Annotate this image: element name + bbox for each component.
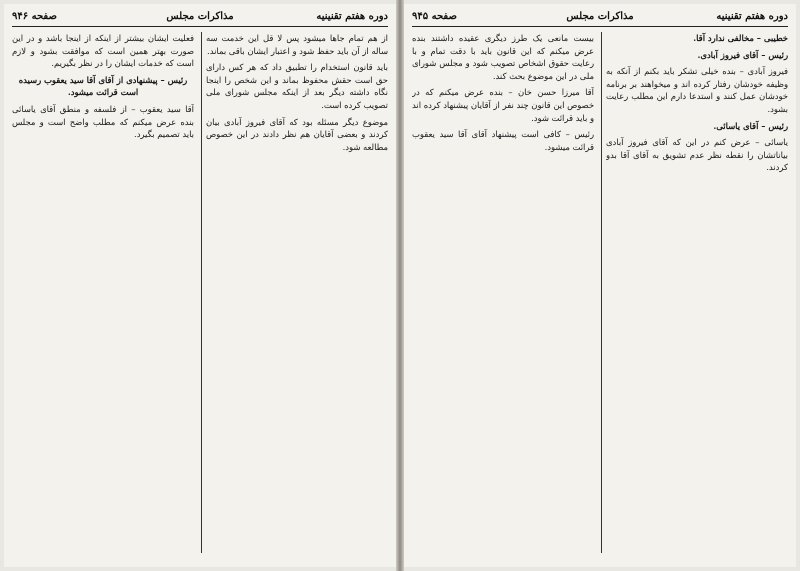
paragraph: آقا میرزا حسن خان – بنده عرض میکنم که در خصوص این قانون چند نفر از آقایان پیشنهاد کرده اند و باید قرائت شود. — [412, 87, 594, 123]
paragraph: رئیس – آقای فیروز آبادی. — [697, 49, 788, 60]
column-divider — [201, 32, 202, 553]
right-page — [404, 4, 796, 567]
paragraph: بیست مانعی یک طرز دیگری عقیده داشتند بنده عرض میکنم که این قانون باید با دقت تمام و با رعایت حقوق اشخاص تصویب شود و مجلس شورای ملی در این موضوع بحث کند. — [412, 33, 594, 81]
paragraph: آقا سید یعقوب – از فلسفه و منطق آقای یاسائی بنده عرض میکنم که مطلب واضح است و مجلس باید تصمیم بگیرد. — [12, 103, 194, 140]
left-page-right-column — [206, 32, 388, 553]
right-page-session: دوره هفتم تقنینیه — [716, 11, 788, 22]
paragraph: از هم تمام جاها میشود پس لا قل این خدمت سه ساله از آن باید حفظ شود و اعتبار ایشان باقی بماند. — [206, 33, 388, 56]
column-divider — [601, 32, 602, 553]
left-page-columns — [12, 32, 388, 553]
right-page-right-column — [606, 32, 788, 553]
left-page-header — [12, 10, 388, 27]
left-page-number: صفحه ۹۴۶ — [12, 11, 57, 22]
right-page-number: صفحه ۹۴۵ — [412, 11, 457, 22]
right-page-title: مذاکرات مجلس — [566, 11, 634, 22]
left-page — [4, 4, 396, 567]
paragraph: رئیس – پیشنهادی از آقای آقا سید یعقوب رسیده است قرائت میشود. — [18, 74, 188, 98]
paragraph: موضوع دیگر مسئله بود که آقای فیروز آبادی بیان کردند و بعضی آقایان هم نظر دادند در این خصوص مطالعه شود. — [206, 116, 388, 152]
right-page-columns — [412, 32, 788, 553]
paragraph: رئیس – کافی است پیشنهاد آقای آقا سید یعقوب قرائت میشود. — [412, 129, 594, 152]
paragraph: فیروز آبادی – بنده خیلی تشکر باید بکنم از آنکه به وظیفه خودشان رفتار کرده اند و میخواهند بر برنامه خودشان عمل کنند و استدعا دارم این مطلب رعایت بشود. — [606, 66, 788, 114]
paragraph: یاسائی – عرض کنم در این که آقای فیروز آبادی بیاناتشان را نقطه نظر عدم تشویق به آقای آقا بدو کردند. — [606, 137, 788, 173]
book-gutter — [396, 0, 404, 571]
left-page-left-column — [12, 32, 194, 553]
paragraph: خطیبی – مخالفی ندارد آقا. — [693, 33, 788, 43]
left-page-session: دوره هفتم تقنینیه — [316, 11, 388, 22]
paragraph: فعلیت ایشان بیشتر از اینکه از اینجا باشد و در این صورت بهتر همین است که موافقت بشود و لازم است که خدمات ایشان را در نظر بگیریم. — [12, 33, 194, 69]
paragraph: رئیس – آقای یاسائی. — [713, 120, 788, 131]
paragraph: باید قانون استخدام را تطبیق داد که هر کس دارای حق است حقش محفوظ بماند و این شخص را اینجا نگاه داشته دیگر بعد از اینکه مجلس شورای ملی تصویب کرده است. — [206, 62, 388, 110]
left-page-title: مذاکرات مجلس — [166, 11, 234, 22]
right-page-left-column — [412, 32, 594, 553]
right-page-header — [412, 10, 788, 27]
